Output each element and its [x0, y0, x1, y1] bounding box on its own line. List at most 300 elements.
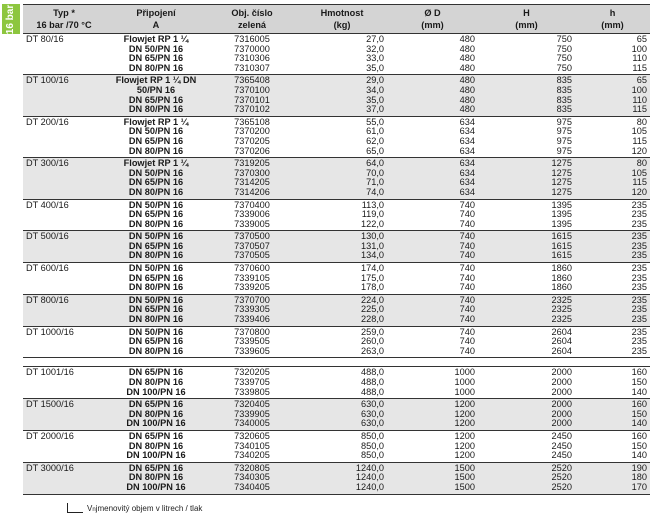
cell-pripojeni: [105, 158, 207, 199]
cell-line: 634: [459, 167, 475, 178]
cell-line: 140: [631, 386, 647, 397]
cell-od: [387, 199, 478, 231]
cell-line: 7339006: [234, 209, 270, 220]
cell-line: 7370205: [234, 135, 270, 146]
cell-line: 7340105: [234, 440, 270, 451]
cell-line: 740: [459, 282, 475, 293]
cell-line: DN 100/PN 16: [126, 481, 186, 492]
cell-line: DN 65/PN 16: [128, 336, 184, 347]
cell-line: 480: [459, 62, 475, 73]
cell-line: 235: [631, 263, 647, 274]
dimension-arrow-icon: [65, 503, 85, 513]
cell-h: [575, 116, 650, 157]
cell-line: 29,0: [366, 75, 384, 86]
cell-obj: [207, 326, 297, 358]
cell-h: [575, 263, 650, 295]
cell-pripojeni: [105, 199, 207, 231]
cell-obj: [207, 158, 297, 199]
cell-line: 1240,0: [355, 472, 384, 483]
cell-line: DN 65/PN 16: [128, 177, 184, 188]
cell-typ: DT 800/16: [23, 294, 105, 326]
cell-pripojeni: [105, 231, 207, 263]
cell-line: 7370206: [234, 145, 270, 156]
cell-line: 2000: [551, 367, 572, 378]
cell-line: 178,0: [361, 282, 384, 293]
cell-h: [575, 326, 650, 358]
cell-line: 150: [631, 408, 647, 419]
cell-line: DN 80/PN 16: [128, 145, 184, 156]
cell-line: 740: [459, 218, 475, 229]
cell-typ: DT 500/16: [23, 231, 105, 263]
table-row: [23, 462, 650, 494]
cell-line: 740: [459, 294, 475, 305]
cell-line: 1615: [551, 250, 572, 261]
cell-od: [387, 116, 478, 157]
cell-line: 228,0: [361, 314, 384, 325]
cell-line: 33,0: [366, 53, 384, 64]
cell-obj: [207, 75, 297, 116]
cell-line: DN 50/PN 16: [128, 263, 184, 274]
cell-line: 2325: [551, 294, 572, 305]
cell-obj: [207, 367, 297, 399]
cell-line: 630,0: [361, 418, 384, 429]
cell-line: 7370700: [234, 294, 270, 305]
cell-line: 835: [556, 84, 572, 95]
cell-line: 100: [631, 43, 647, 54]
header-hmotnost: Hmotnost (kg): [297, 5, 387, 34]
cell-line: 140: [631, 418, 647, 429]
cell-line: 740: [459, 336, 475, 347]
cell-line: 2325: [551, 314, 572, 325]
cell-obj: [207, 462, 297, 494]
cell-line: 160: [631, 399, 647, 410]
cell-line: 110: [632, 53, 647, 64]
cell-typ: DT 400/16: [23, 199, 105, 231]
cell-line: 835: [556, 75, 572, 86]
cell-line: 7339406: [234, 314, 270, 325]
cell-line: 235: [631, 240, 647, 251]
cell-line: 1200: [454, 418, 475, 429]
cell-line: 2325: [551, 304, 572, 315]
cell-line: 2450: [551, 450, 572, 461]
cell-line: 7370600: [234, 263, 270, 274]
cell-hmotnost: [297, 263, 387, 295]
cell-line: 750: [556, 62, 572, 73]
cell-line: DN 50/PN 16: [128, 294, 184, 305]
cell-line: 480: [459, 53, 475, 64]
cell-line: 7370505: [234, 250, 270, 261]
cell-line: 634: [459, 135, 475, 146]
cell-hmotnost: [297, 116, 387, 157]
cell-line: DN 80/PN 16: [128, 62, 184, 73]
cell-line: 130,0: [361, 231, 384, 242]
cell-line: 1000: [454, 367, 475, 378]
cell-line: 1500: [454, 472, 475, 483]
cell-line: 1200: [454, 399, 475, 410]
cell-line: 1500: [454, 481, 475, 492]
cell-line: 630,0: [361, 399, 384, 410]
cell-line: 7320605: [234, 430, 270, 441]
cell-obj: [207, 116, 297, 157]
cell-line: 27,0: [366, 34, 384, 44]
cell-line: 1615: [551, 240, 572, 251]
cell-H: [478, 399, 575, 431]
cell-line: 1860: [551, 272, 572, 283]
cell-line: DN 65/PN 16: [128, 209, 184, 220]
cell-typ: DT 1500/16: [23, 399, 105, 431]
cell-line: 7339205: [234, 282, 270, 293]
cell-line: 235: [631, 218, 647, 229]
cell-line: 480: [459, 84, 475, 95]
cell-line: 975: [556, 116, 572, 127]
cell-line: 634: [459, 186, 475, 197]
cell-line: DN 65/PN 16: [128, 53, 184, 64]
table-row: [23, 326, 650, 358]
cell-line: DN 50/PN 16: [128, 231, 184, 242]
table-row: [23, 75, 650, 116]
cell-line: 180: [631, 472, 647, 483]
cell-line: 235: [631, 250, 647, 261]
cell-line: 975: [556, 135, 572, 146]
cell-line: 750: [556, 34, 572, 44]
cell-h: [575, 367, 650, 399]
table-row: [23, 116, 650, 157]
cell-typ: DT 1000/16: [23, 326, 105, 358]
cell-line: DN 100/PN 16: [126, 386, 186, 397]
cell-line: 175,0: [361, 272, 384, 283]
cell-line: 1000: [454, 377, 475, 387]
cell-line: 850,0: [361, 440, 384, 451]
cell-H: [478, 199, 575, 231]
cell-line: 1200: [454, 430, 475, 441]
cell-line: 488,0: [361, 386, 384, 397]
cell-H: [478, 462, 575, 494]
cell-line: DN 80/PN 16: [128, 472, 184, 483]
cell-line: 7365408: [234, 75, 270, 86]
cell-line: 34,0: [366, 84, 384, 95]
cell-typ: DT 80/16: [23, 34, 105, 75]
cell-line: 113,0: [361, 199, 384, 210]
cell-line: 740: [459, 326, 475, 337]
cell-typ: DT 1001/16: [23, 367, 105, 399]
cell-line: 100: [631, 84, 647, 95]
cell-line: 835: [556, 104, 572, 115]
cell-line: 235: [631, 272, 647, 283]
cell-line: 740: [459, 304, 475, 315]
cell-line: DN 80/PN 16: [128, 218, 184, 229]
cell-line: 740: [459, 240, 475, 251]
cell-line: 634: [459, 177, 475, 188]
cell-line: 630,0: [361, 408, 384, 419]
table-row: [23, 399, 650, 431]
cell-line: 70,0: [366, 167, 384, 178]
cell-h: [575, 158, 650, 199]
cell-line: 7370507: [234, 240, 270, 251]
cell-od: [387, 326, 478, 358]
cell-hmotnost: [297, 399, 387, 431]
cell-H: [478, 294, 575, 326]
cell-line: 1275: [551, 177, 572, 188]
table-row: [23, 263, 650, 295]
cell-line: 1395: [551, 218, 572, 229]
cell-line: 119,0: [361, 209, 384, 220]
cell-line: 1275: [551, 186, 572, 197]
cell-line: 750: [556, 53, 572, 64]
cell-line: 37,0: [366, 104, 384, 115]
header-obj: Obj. číslo zelená: [207, 5, 297, 34]
header-h: h (mm): [575, 5, 650, 34]
cell-line: 160: [631, 367, 647, 378]
cell-line: 71,0: [366, 177, 384, 188]
header-od: Ø D (mm): [387, 5, 478, 34]
cell-line: 2000: [551, 399, 572, 410]
cell-line: DN 50/PN 16: [128, 126, 184, 137]
cell-line: 488,0: [361, 377, 384, 387]
cell-hmotnost: [297, 430, 387, 462]
cell-line: DN 80/PN 16: [128, 408, 184, 419]
cell-line: 7314205: [234, 177, 270, 188]
cell-line: DN 65/PN 16: [128, 304, 184, 315]
cell-hmotnost: [297, 158, 387, 199]
cell-line: 140: [631, 450, 647, 461]
cell-hmotnost: [297, 326, 387, 358]
cell-obj: [207, 263, 297, 295]
cell-line: 634: [459, 145, 475, 156]
cell-line: 1200: [454, 450, 475, 461]
cell-line: 1000: [454, 386, 475, 397]
cell-line: 50/PN 16: [136, 84, 176, 95]
cell-line: 2450: [551, 440, 572, 451]
cell-line: 7370300: [234, 167, 270, 178]
cell-line: 7310307: [234, 62, 270, 73]
cell-h: [575, 199, 650, 231]
cell-line: 235: [631, 231, 647, 242]
cell-pripojeni: [105, 75, 207, 116]
cell-pripojeni: [105, 399, 207, 431]
cell-line: 750: [556, 43, 572, 54]
cell-H: [478, 34, 575, 75]
cell-line: DN 65/PN 16: [128, 135, 184, 146]
cell-line: 7339105: [234, 272, 270, 283]
table-row: [23, 367, 650, 399]
cell-od: [387, 34, 478, 75]
cell-od: [387, 158, 478, 199]
cell-hmotnost: [297, 34, 387, 75]
cell-line: 7365108: [234, 116, 270, 127]
header-typ: Typ * 16 bar /70 °C: [23, 5, 105, 34]
cell-line: DN 65/PN 16: [128, 94, 184, 105]
cell-line: 115: [632, 104, 647, 115]
cell-pripojeni: [105, 294, 207, 326]
pressure-tab: 16 bar: [2, 4, 20, 34]
cell-line: 2000: [551, 418, 572, 429]
cell-line: 7340205: [234, 450, 270, 461]
cell-line: 105: [631, 167, 647, 178]
cell-obj: [207, 430, 297, 462]
cell-H: [478, 430, 575, 462]
cell-H: [478, 158, 575, 199]
cell-line: 174,0: [361, 263, 384, 274]
cell-line: 7339705: [234, 377, 270, 387]
cell-line: 740: [459, 272, 475, 283]
cell-line: 7370500: [234, 231, 270, 242]
cell-line: 740: [459, 199, 475, 210]
cell-line: 740: [459, 209, 475, 220]
cell-line: 7340305: [234, 472, 270, 483]
cell-line: 122,0: [361, 218, 384, 229]
cell-line: 235: [631, 326, 647, 337]
cell-line: 740: [459, 250, 475, 261]
cell-line: 65,0: [366, 145, 384, 156]
cell-line: 2000: [551, 377, 572, 387]
cell-line: 190: [631, 462, 647, 473]
cell-line: 7339805: [234, 386, 270, 397]
cell-line: DN 80/PN 16: [128, 377, 184, 387]
cell-hmotnost: [297, 462, 387, 494]
cell-line: 7370400: [234, 199, 270, 210]
cell-line: 7316005: [234, 34, 270, 44]
cell-line: DN 80/PN 16: [128, 440, 184, 451]
cell-line: 225,0: [361, 304, 384, 315]
cell-line: 235: [631, 199, 647, 210]
cell-obj: [207, 231, 297, 263]
cell-line: 480: [459, 104, 475, 115]
cell-typ: DT 200/16: [23, 116, 105, 157]
cell-line: 7319205: [234, 158, 270, 169]
cell-hmotnost: [297, 199, 387, 231]
cell-line: 131,0: [361, 240, 384, 251]
cell-hmotnost: [297, 231, 387, 263]
cell-line: 115: [632, 177, 647, 188]
cell-line: 260,0: [361, 336, 384, 347]
cell-line: 480: [459, 75, 475, 86]
cell-line: 7370200: [234, 126, 270, 137]
table-row: [23, 199, 650, 231]
cell-H: [478, 367, 575, 399]
cell-pripojeni: [105, 430, 207, 462]
cell-line: 7339905: [234, 408, 270, 419]
cell-line: 65: [636, 34, 647, 44]
product-table: [23, 4, 650, 495]
cell-line: DN 80/PN 16: [128, 104, 184, 115]
cell-line: 235: [631, 314, 647, 325]
cell-line: 235: [631, 345, 647, 356]
cell-line: 634: [459, 116, 475, 127]
cell-line: DN 80/PN 16: [128, 282, 184, 293]
cell-line: 7370800: [234, 326, 270, 337]
cell-line: DN 65/PN 16: [128, 399, 184, 410]
cell-hmotnost: [297, 294, 387, 326]
cell-line: 850,0: [361, 430, 384, 441]
cell-line: DN 65/PN 16: [128, 462, 184, 473]
cell-line: 35,0: [366, 94, 384, 105]
cell-line: Flowjet RP 1 ¼: [123, 34, 189, 44]
cell-line: 7339305: [234, 304, 270, 315]
header-H: H (mm): [478, 5, 575, 34]
cell-line: 170: [631, 481, 647, 492]
cell-line: 105: [631, 126, 647, 137]
cell-line: 2604: [551, 336, 572, 347]
cell-line: DN 80/PN 16: [128, 345, 184, 356]
cell-line: 2520: [551, 462, 572, 473]
cell-line: DN 100/PN 16: [126, 418, 186, 429]
cell-line: DN 65/PN 16: [128, 367, 184, 378]
cell-line: DN 50/PN 16: [128, 43, 184, 54]
cell-line: 740: [459, 345, 475, 356]
cell-line: 975: [556, 126, 572, 137]
cell-line: 134,0: [361, 250, 384, 261]
cell-line: 2000: [551, 386, 572, 397]
cell-line: 7320405: [234, 399, 270, 410]
cell-H: [478, 326, 575, 358]
cell-line: 235: [631, 304, 647, 315]
cell-line: 110: [632, 94, 647, 105]
header-row: [23, 5, 650, 34]
cell-line: 7370101: [234, 94, 270, 105]
cell-typ: DT 2000/16: [23, 430, 105, 462]
cell-H: [478, 263, 575, 295]
cell-line: 2520: [551, 472, 572, 483]
cell-typ: DT 3000/16: [23, 462, 105, 494]
cell-line: 2604: [551, 326, 572, 337]
cell-line: 74,0: [366, 186, 384, 197]
cell-hmotnost: [297, 367, 387, 399]
cell-od: [387, 430, 478, 462]
cell-od: [387, 399, 478, 431]
cell-line: DN 50/PN 16: [128, 199, 184, 210]
cell-line: 7370102: [234, 104, 270, 115]
cell-line: DN 80/PN 16: [128, 250, 184, 261]
table-gap: [23, 358, 650, 367]
cell-line: 7320205: [234, 367, 270, 378]
cell-line: 7370100: [234, 84, 270, 95]
cell-line: 80: [636, 158, 647, 169]
cell-obj: [207, 199, 297, 231]
cell-line: 2000: [551, 408, 572, 419]
cell-line: 7339005: [234, 218, 270, 229]
cell-line: 263,0: [361, 345, 384, 356]
cell-line: 1275: [551, 158, 572, 169]
cell-line: DN 50/PN 16: [128, 326, 184, 337]
cell-h: [575, 462, 650, 494]
footnote: V n jmenovitý objem v litrech / tlak: [65, 503, 202, 513]
cell-line: 235: [631, 336, 647, 347]
cell-line: 7339505: [234, 336, 270, 347]
cell-line: 224,0: [361, 294, 384, 305]
cell-od: [387, 75, 478, 116]
cell-h: [575, 430, 650, 462]
cell-line: DN 65/PN 16: [128, 430, 184, 441]
cell-line: 64,0: [366, 158, 384, 169]
cell-line: DN 80/PN 16: [128, 186, 184, 197]
cell-line: 7340405: [234, 481, 270, 492]
cell-line: 740: [459, 263, 475, 274]
cell-line: 488,0: [361, 367, 384, 378]
cell-H: [478, 231, 575, 263]
cell-line: 65: [636, 75, 647, 86]
cell-line: 1615: [551, 231, 572, 242]
cell-line: 61,0: [366, 126, 384, 137]
cell-obj: [207, 399, 297, 431]
table-row: [23, 294, 650, 326]
cell-line: 235: [631, 282, 647, 293]
cell-typ: DT 300/16: [23, 158, 105, 199]
cell-line: 480: [459, 34, 475, 44]
cell-line: 7339605: [234, 345, 270, 356]
cell-line: 975: [556, 145, 572, 156]
table-row: [23, 231, 650, 263]
cell-line: 55,0: [366, 116, 384, 127]
